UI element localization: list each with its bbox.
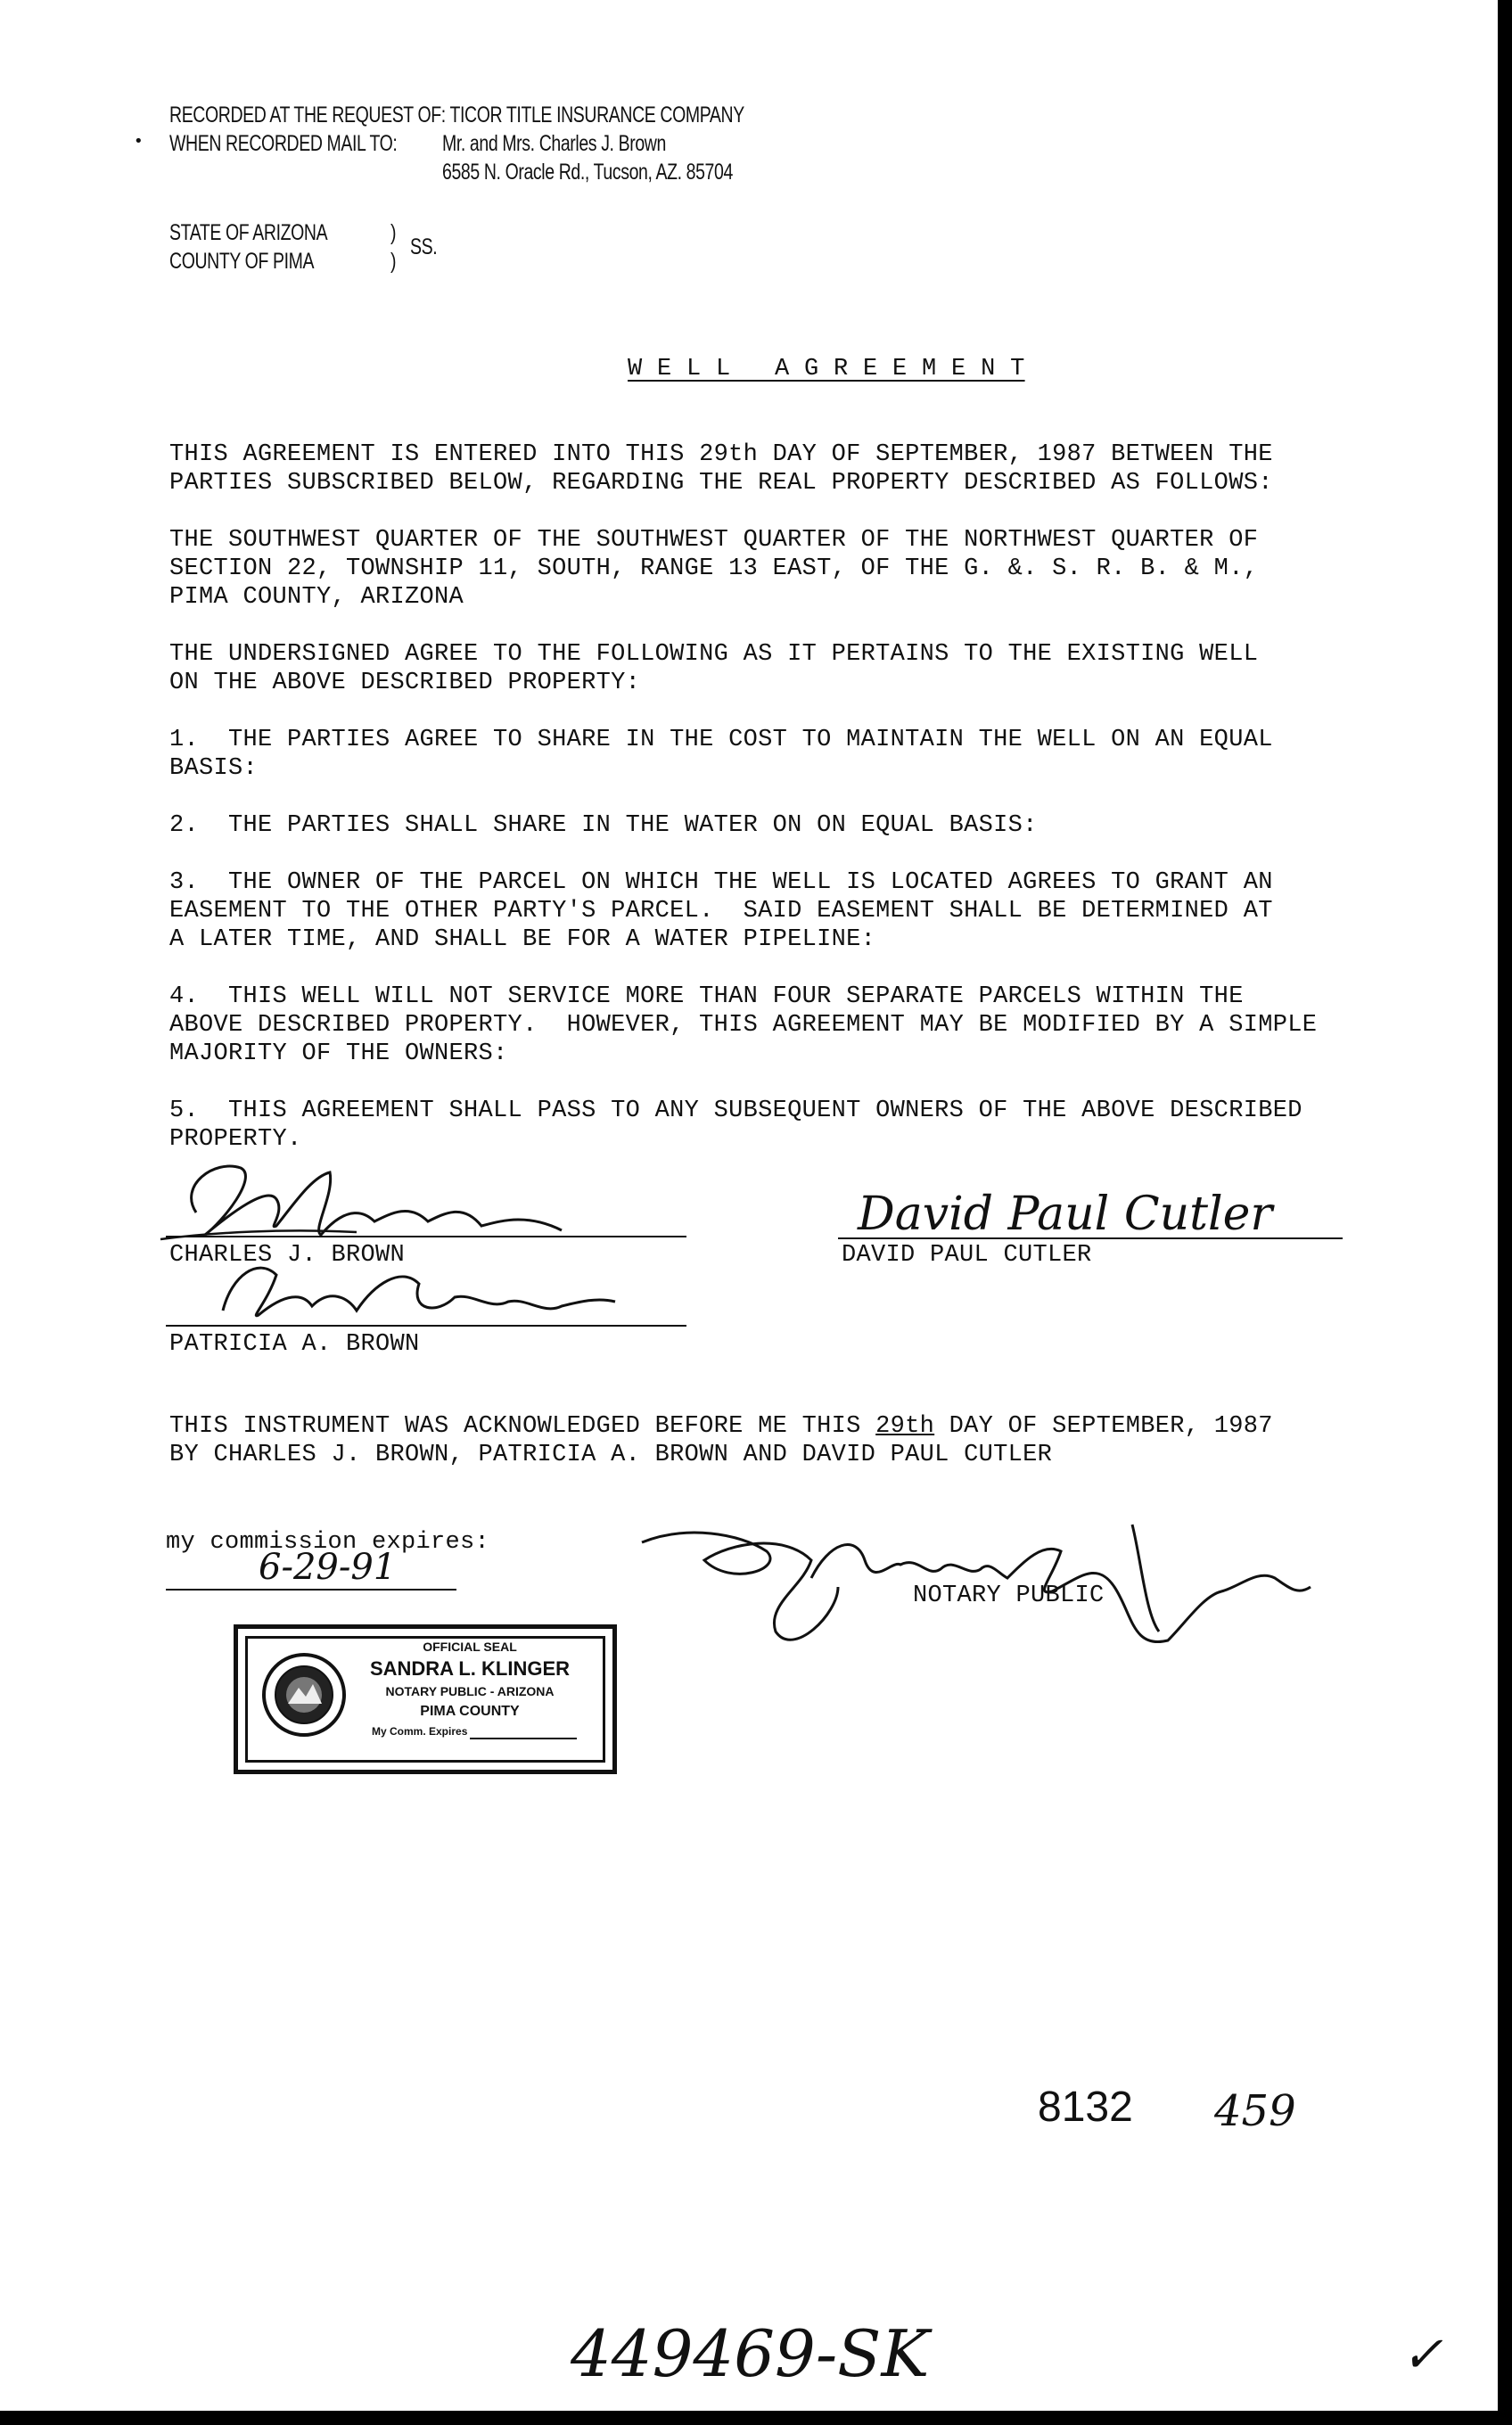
page-number: 459: [1214, 2086, 1296, 2136]
venue-county: COUNTY OF PIMA: [169, 249, 315, 274]
legal-line-3: PIMA COUNTY, ARIZONA: [169, 584, 464, 611]
signatory-david: DAVID PAUL CUTLER: [842, 1242, 1092, 1269]
file-number: 449469-SK: [571, 2316, 930, 2391]
item-4-line-3: MAJORITY OF THE OWNERS:: [169, 1040, 508, 1067]
mail-to-address: 6585 N. Oracle Rd., Tucson, AZ. 85704: [442, 160, 733, 185]
scan-edge-right: [1498, 0, 1512, 2425]
notary-signature: [633, 1507, 1328, 1667]
seal-expires-line: [470, 1738, 577, 1739]
item-1-line-1: 1. THE PARTIES AGREE TO SHARE IN THE COST TO MAINTAIN THE WELL ON AN EQUAL: [169, 727, 1273, 753]
item-5-line-1: 5. THIS AGREEMENT SHALL PASS TO ANY SUBSEQUENT OWNERS OF THE ABOVE DESCRIBED: [169, 1097, 1302, 1124]
venue-ss: SS.: [410, 234, 438, 259]
patricia-signature: [205, 1248, 633, 1337]
commission-line: [166, 1589, 456, 1591]
david-signature: David Paul Cutler: [858, 1188, 1273, 1241]
item-3-line-3: A LATER TIME, AND SHALL BE FOR A WATER PIPELINE:: [169, 926, 876, 953]
charles-signature: [143, 1150, 606, 1257]
item-4-line-2: ABOVE DESCRIBED PROPERTY. HOWEVER, THIS AGREEMENT MAY BE MODIFIED BY A SIMPLE: [169, 1012, 1318, 1039]
signatory-patricia: PATRICIA A. BROWN: [169, 1331, 420, 1358]
legal-line-2: SECTION 22, TOWNSHIP 11, SOUTH, RANGE 13 EAST, OF THE G. &. S. R. B. & M.,: [169, 555, 1259, 582]
venue-state: STATE OF ARIZONA: [169, 220, 328, 245]
undersigned-line-2: ON THE ABOVE DESCRIBED PROPERTY:: [169, 670, 641, 696]
mail-to-label: WHEN RECORDED MAIL TO:: [169, 131, 398, 156]
document-title: W E L L A G R E E M E N T: [628, 356, 1025, 382]
seal-notary-public: NOTARY PUBLIC - ARIZONA: [385, 1684, 555, 1698]
signatory-charles: CHARLES J. BROWN: [169, 1242, 406, 1269]
intro-line-1: THIS AGREEMENT IS ENTERED INTO THIS 29th DAY OF SEPTEMBER, 1987 BETWEEN THE: [169, 441, 1273, 468]
legal-line-1: THE SOUTHWEST QUARTER OF THE SOUTHWEST QUARTER OF THE NORTHWEST QUARTER OF: [169, 527, 1259, 554]
venue-paren-1: ): [390, 220, 397, 245]
item-4-line-1: 4. THIS WELL WILL NOT SERVICE MORE THAN FOUR SEPARATE PARCELS WITHIN THE: [169, 983, 1244, 1010]
seal-comm-expires: My Comm. Expires: [372, 1725, 468, 1738]
undersigned-line-1: THE UNDERSIGNED AGREE TO THE FOLLOWING AS IT PERTAINS TO THE EXISTING WELL: [169, 641, 1259, 668]
recorded-request-label: RECORDED AT THE REQUEST OF: TICOR TITLE INSURANCE COMPANY: [169, 103, 744, 127]
item-3-line-2: EASEMENT TO THE OTHER PARTY'S PARCEL. SAID EASEMENT SHALL BE DETERMINED AT: [169, 898, 1273, 925]
item-5-line-2: PROPERTY.: [169, 1126, 302, 1153]
item-1-line-2: BASIS:: [169, 755, 259, 782]
margin-dot: •: [134, 132, 144, 151]
notary-public-label: NOTARY PUBLIC: [913, 1582, 1105, 1609]
venue-paren-2: ): [390, 249, 397, 274]
acknowledgment-day: 29th: [875, 1413, 935, 1440]
state-seal-emblem: [261, 1652, 347, 1738]
item-2-line-1: 2. THE PARTIES SHALL SHARE IN THE WATER ON ON EQUAL BASIS:: [169, 812, 1038, 839]
seal-notary-name: SANDRA L. KLINGER: [369, 1657, 571, 1680]
acknowledgment-line-2: BY CHARLES J. BROWN, PATRICIA A. BROWN AND DAVID PAUL CUTLER: [169, 1442, 1053, 1468]
docket-number: 8132: [1038, 2084, 1133, 2131]
item-3-line-1: 3. THE OWNER OF THE PARCEL ON WHICH THE WELL IS LOCATED AGREES TO GRANT AN: [169, 869, 1273, 896]
commission-date: 6-29-91: [259, 1547, 397, 1588]
intro-line-2: PARTIES SUBSCRIBED BELOW, REGARDING THE REAL PROPERTY DESCRIBED AS FOLLOWS:: [169, 470, 1273, 497]
seal-county: PIMA COUNTY: [420, 1704, 520, 1719]
seal-official-seal: OFFICIAL SEAL: [423, 1640, 517, 1654]
commission-label: my commission expires:: [166, 1529, 490, 1556]
scan-edge-bottom: [0, 2411, 1512, 2425]
notary-seal: [234, 1624, 617, 1774]
check-mark: ✓: [1401, 2326, 1443, 2384]
acknowledgment-line-1: THIS INSTRUMENT WAS ACKNOWLEDGED BEFORE ME THIS 29th DAY OF SEPTEMBER, 1987: [169, 1413, 1273, 1440]
mail-to-name: Mr. and Mrs. Charles J. Brown: [442, 131, 666, 156]
